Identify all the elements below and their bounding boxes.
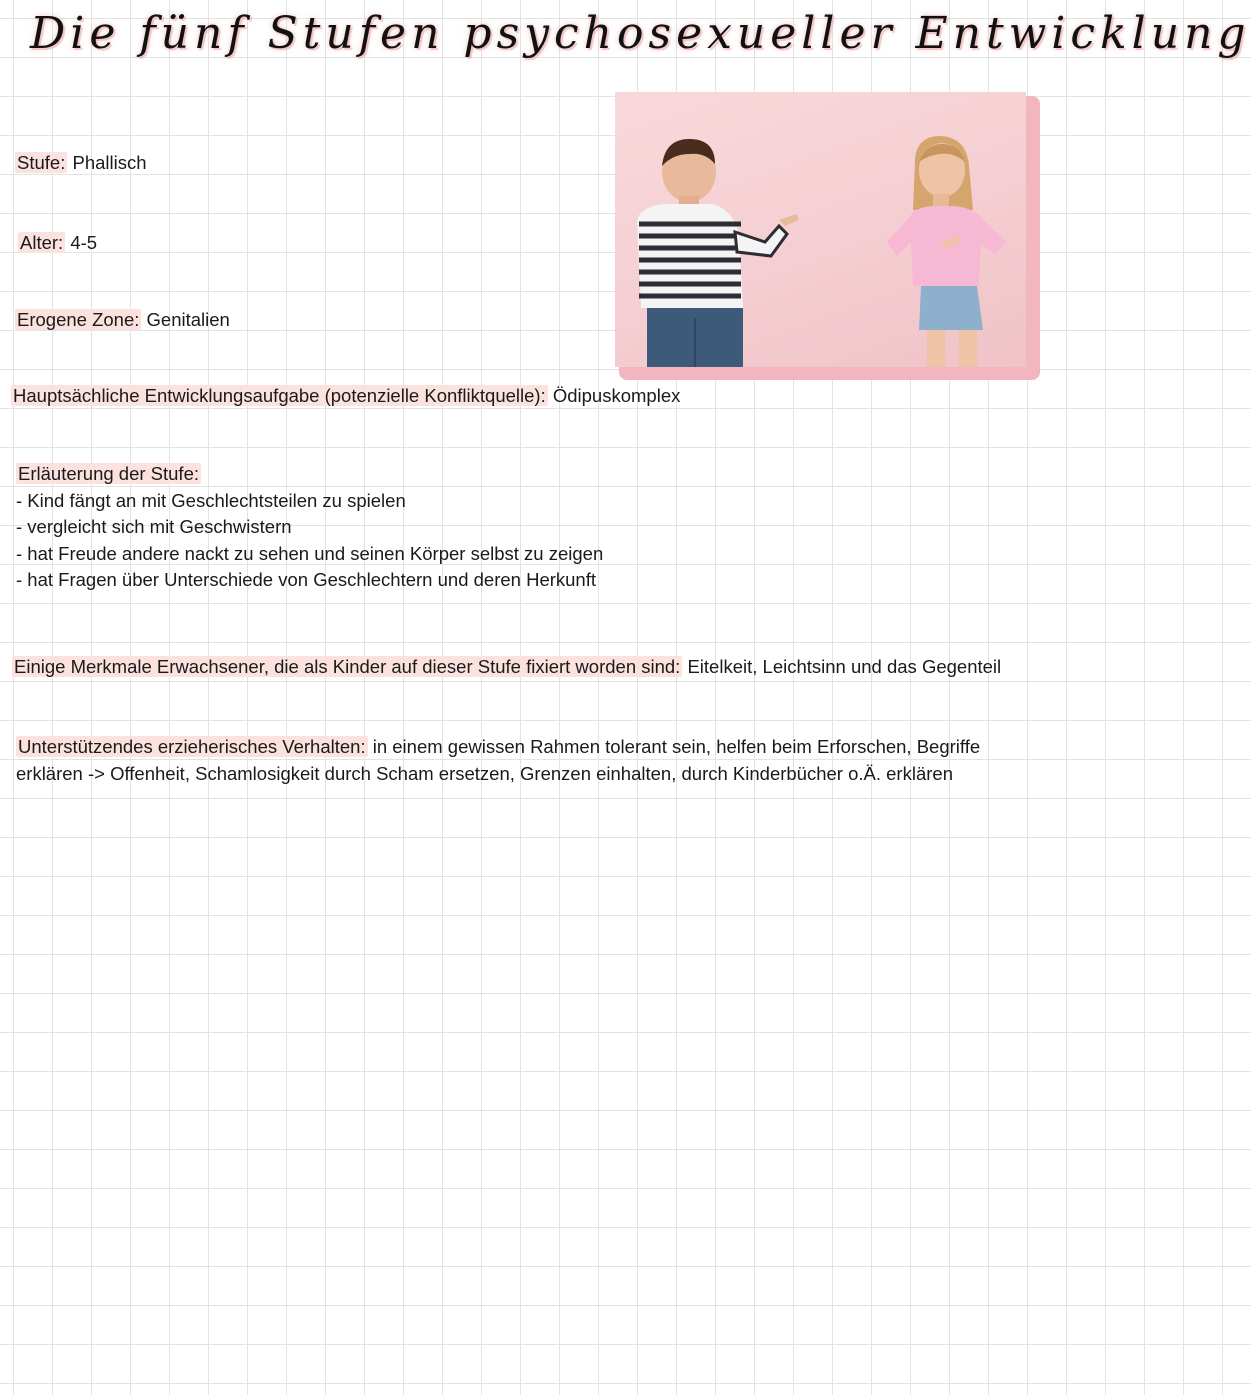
- support-text-line2: erklären -> Offenheit, Schamlosigkeit durch Scham ersetzen, Grenzen einhalten, durch Kinderbücher o.Ä. erklären: [16, 762, 953, 784]
- children-photo: [615, 92, 1026, 367]
- zone-field: [15, 307, 230, 333]
- children-illustration: [615, 92, 1026, 367]
- task-label: Hauptsächliche Entwicklungsaufgabe (potenzielle Konfliktquelle):: [13, 385, 546, 406]
- stage-value: Phallisch: [72, 152, 147, 173]
- boy-figure: [637, 139, 799, 367]
- list-item: - hat Fragen über Unterschiede von Geschlechtern und deren Herkunft: [16, 569, 596, 590]
- stage-label: Stufe:: [17, 152, 66, 173]
- fixation-label: Einige Merkmale Erwachsener, die als Kinder auf dieser Stufe fixiert worden sind:: [14, 656, 681, 677]
- age-field: [18, 230, 97, 256]
- support-section: [16, 734, 980, 787]
- stage-field: [15, 150, 147, 176]
- girl-figure: [887, 136, 1007, 367]
- zone-label: Erogene Zone:: [17, 309, 140, 330]
- task-value: Ödipuskomplex: [552, 385, 681, 406]
- page-title: Die fünf Stufen psychosexueller Entwicklung: [30, 8, 1251, 59]
- age-label: Alter:: [20, 232, 64, 253]
- list-item: - Kind fängt an mit Geschlechtsteilen zu spielen: [16, 489, 406, 511]
- explanation-label: Erläuterung der Stufe:: [18, 463, 199, 484]
- fixation-field: [12, 654, 1001, 680]
- zone-value: Genitalien: [146, 309, 230, 330]
- explanation-section: [16, 461, 603, 594]
- list-item: - hat Freude andere nackt zu sehen und seinen Körper selbst zu zeigen: [16, 542, 604, 564]
- support-label: Unterstützendes erzieherisches Verhalten:: [18, 736, 366, 757]
- fixation-value: Eitelkeit, Leichtsinn und das Gegenteil: [687, 656, 1002, 677]
- age-value: 4-5: [70, 232, 98, 253]
- task-field: [11, 383, 680, 409]
- support-text-line1: in einem gewissen Rahmen tolerant sein, helfen beim Erforschen, Begriffe: [372, 736, 981, 757]
- list-item: - vergleicht sich mit Geschwistern: [16, 516, 292, 537]
